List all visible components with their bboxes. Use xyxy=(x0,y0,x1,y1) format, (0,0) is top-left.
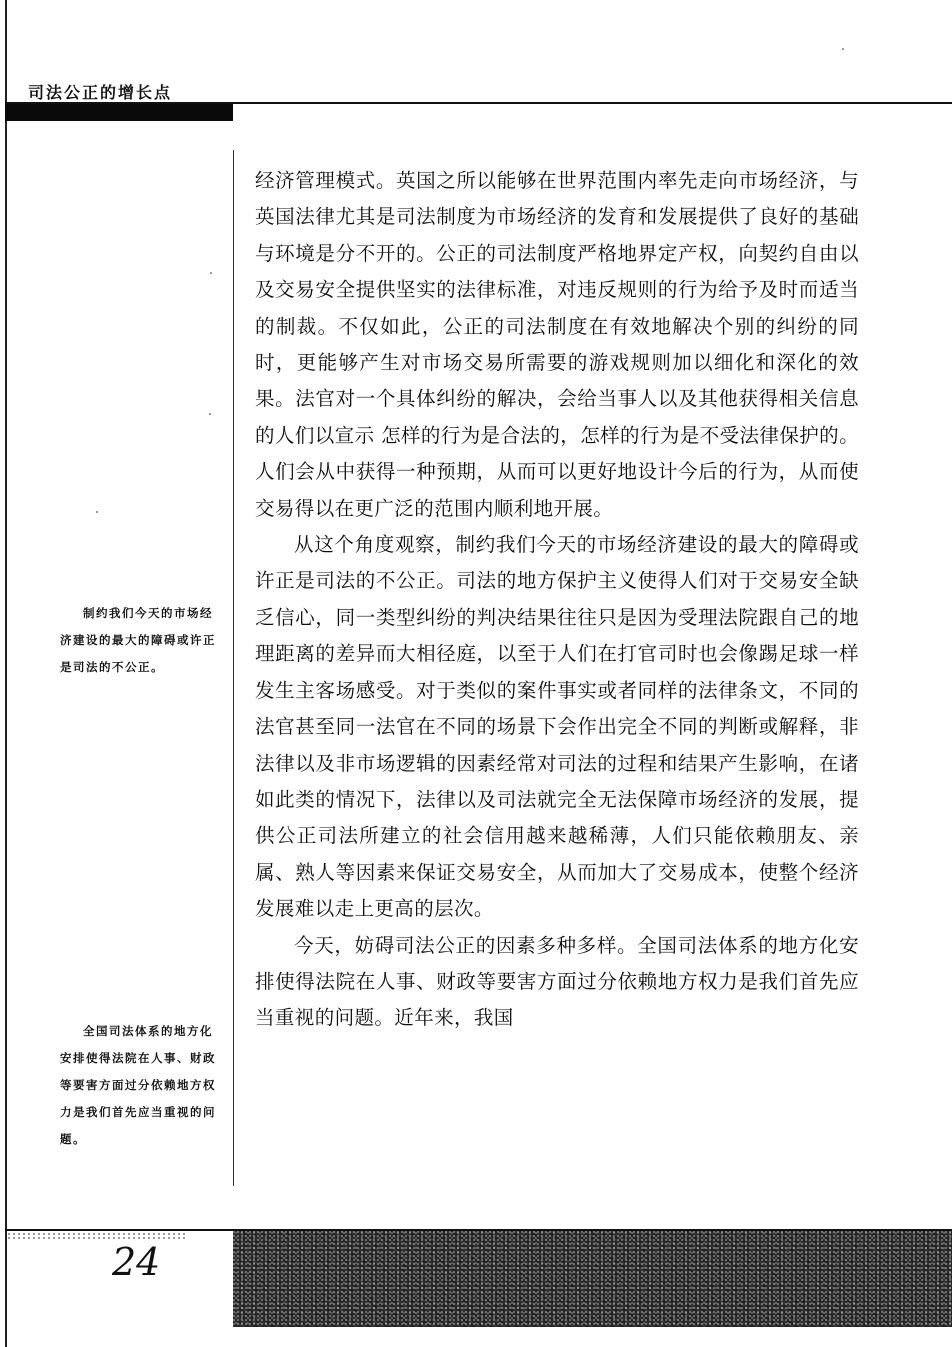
margin-note: 制约我们今天的市场经济建设的最大的障碍或许正是司法的不公正。 xyxy=(60,606,216,674)
body-text xyxy=(255,163,859,1037)
scan-speck xyxy=(96,511,98,513)
scan-speck xyxy=(209,413,211,415)
column-divider xyxy=(233,150,234,1186)
scan-speck xyxy=(842,48,844,50)
scan-speck xyxy=(210,272,212,274)
margin-note: 全国司法体系的地方化安排使得法院在人事、财政等要害方面过分依赖地方权力是我们首先应当重视的问题。 xyxy=(60,1024,216,1146)
page-number: 24 xyxy=(112,1240,161,1284)
paragraph: 今天，妨碍司法公正的因素多种多样。全国司法体系的地方化安排使得法院在人事、财政等要害方面过分依赖地方权力是我们首先应当重视的问题。近年来，我国 xyxy=(255,933,859,1030)
header-bar xyxy=(5,104,233,121)
footer-texture-band xyxy=(233,1231,952,1327)
page-left-border xyxy=(5,0,7,1347)
footer-texture-left xyxy=(8,1233,188,1239)
paragraph: 从这个角度观察，制约我们今天的市场经济建设的最大的障碍或许正是司法的不公正。司法的地方保护主义使得人们对于交易安全缺乏信心，同一类型纠纷的判决结果往往只是因为受理法院跟自己的地理距离的差异而大相径庭，以至于人们在打官司时也会像踢足球一样发生主客场感受。对于类似的案件事实或者同样的法律条文，不同的法官甚至同一法官在不同的场景下会作出完全不同的判断或解释，非法律以及非市场逻辑的因素经常对司法的过程和结果产生影响，在诸如此类的情况下，法律以及司法就完全无法保障市场经济的发展，提供公正司法所建立的社会信用越来越稀薄，人们只能依赖朋友、亲属、熟人等因素来保证交易安全，从而加大了交易成本，使整个经济发展难以走上更高的层次。 xyxy=(255,533,859,921)
running-header-title: 司法公正的增长点 xyxy=(28,83,173,102)
paragraph: 经济管理模式。英国之所以能够在世界范围内率先走向市场经济，与英国法律尤其是司法制度为市场经济的发育和发展提供了良好的基础与环境是分不开的。公正的司法制度严格地界定产权，向契约自由以及交易安全提供坚实的法律标准，对违反规则的行为给予及时而适当的制裁。不仅如此，公正的司法制度在有效地解决个别的纠纷的同时，更能够产生对市场交易所需要的游戏规则加以细化和深化的效果。法官对一个具体纠纷的解决，会给当事人以及其他获得相关信息的人们以宣示 怎样的行为是合法的，怎样的行为是不受法律保护的。人们会从中获得一种预期，从而可以更好地设计今后的行为，从而使交易得以在更广泛的范围内顺利地开展。 xyxy=(255,169,859,520)
